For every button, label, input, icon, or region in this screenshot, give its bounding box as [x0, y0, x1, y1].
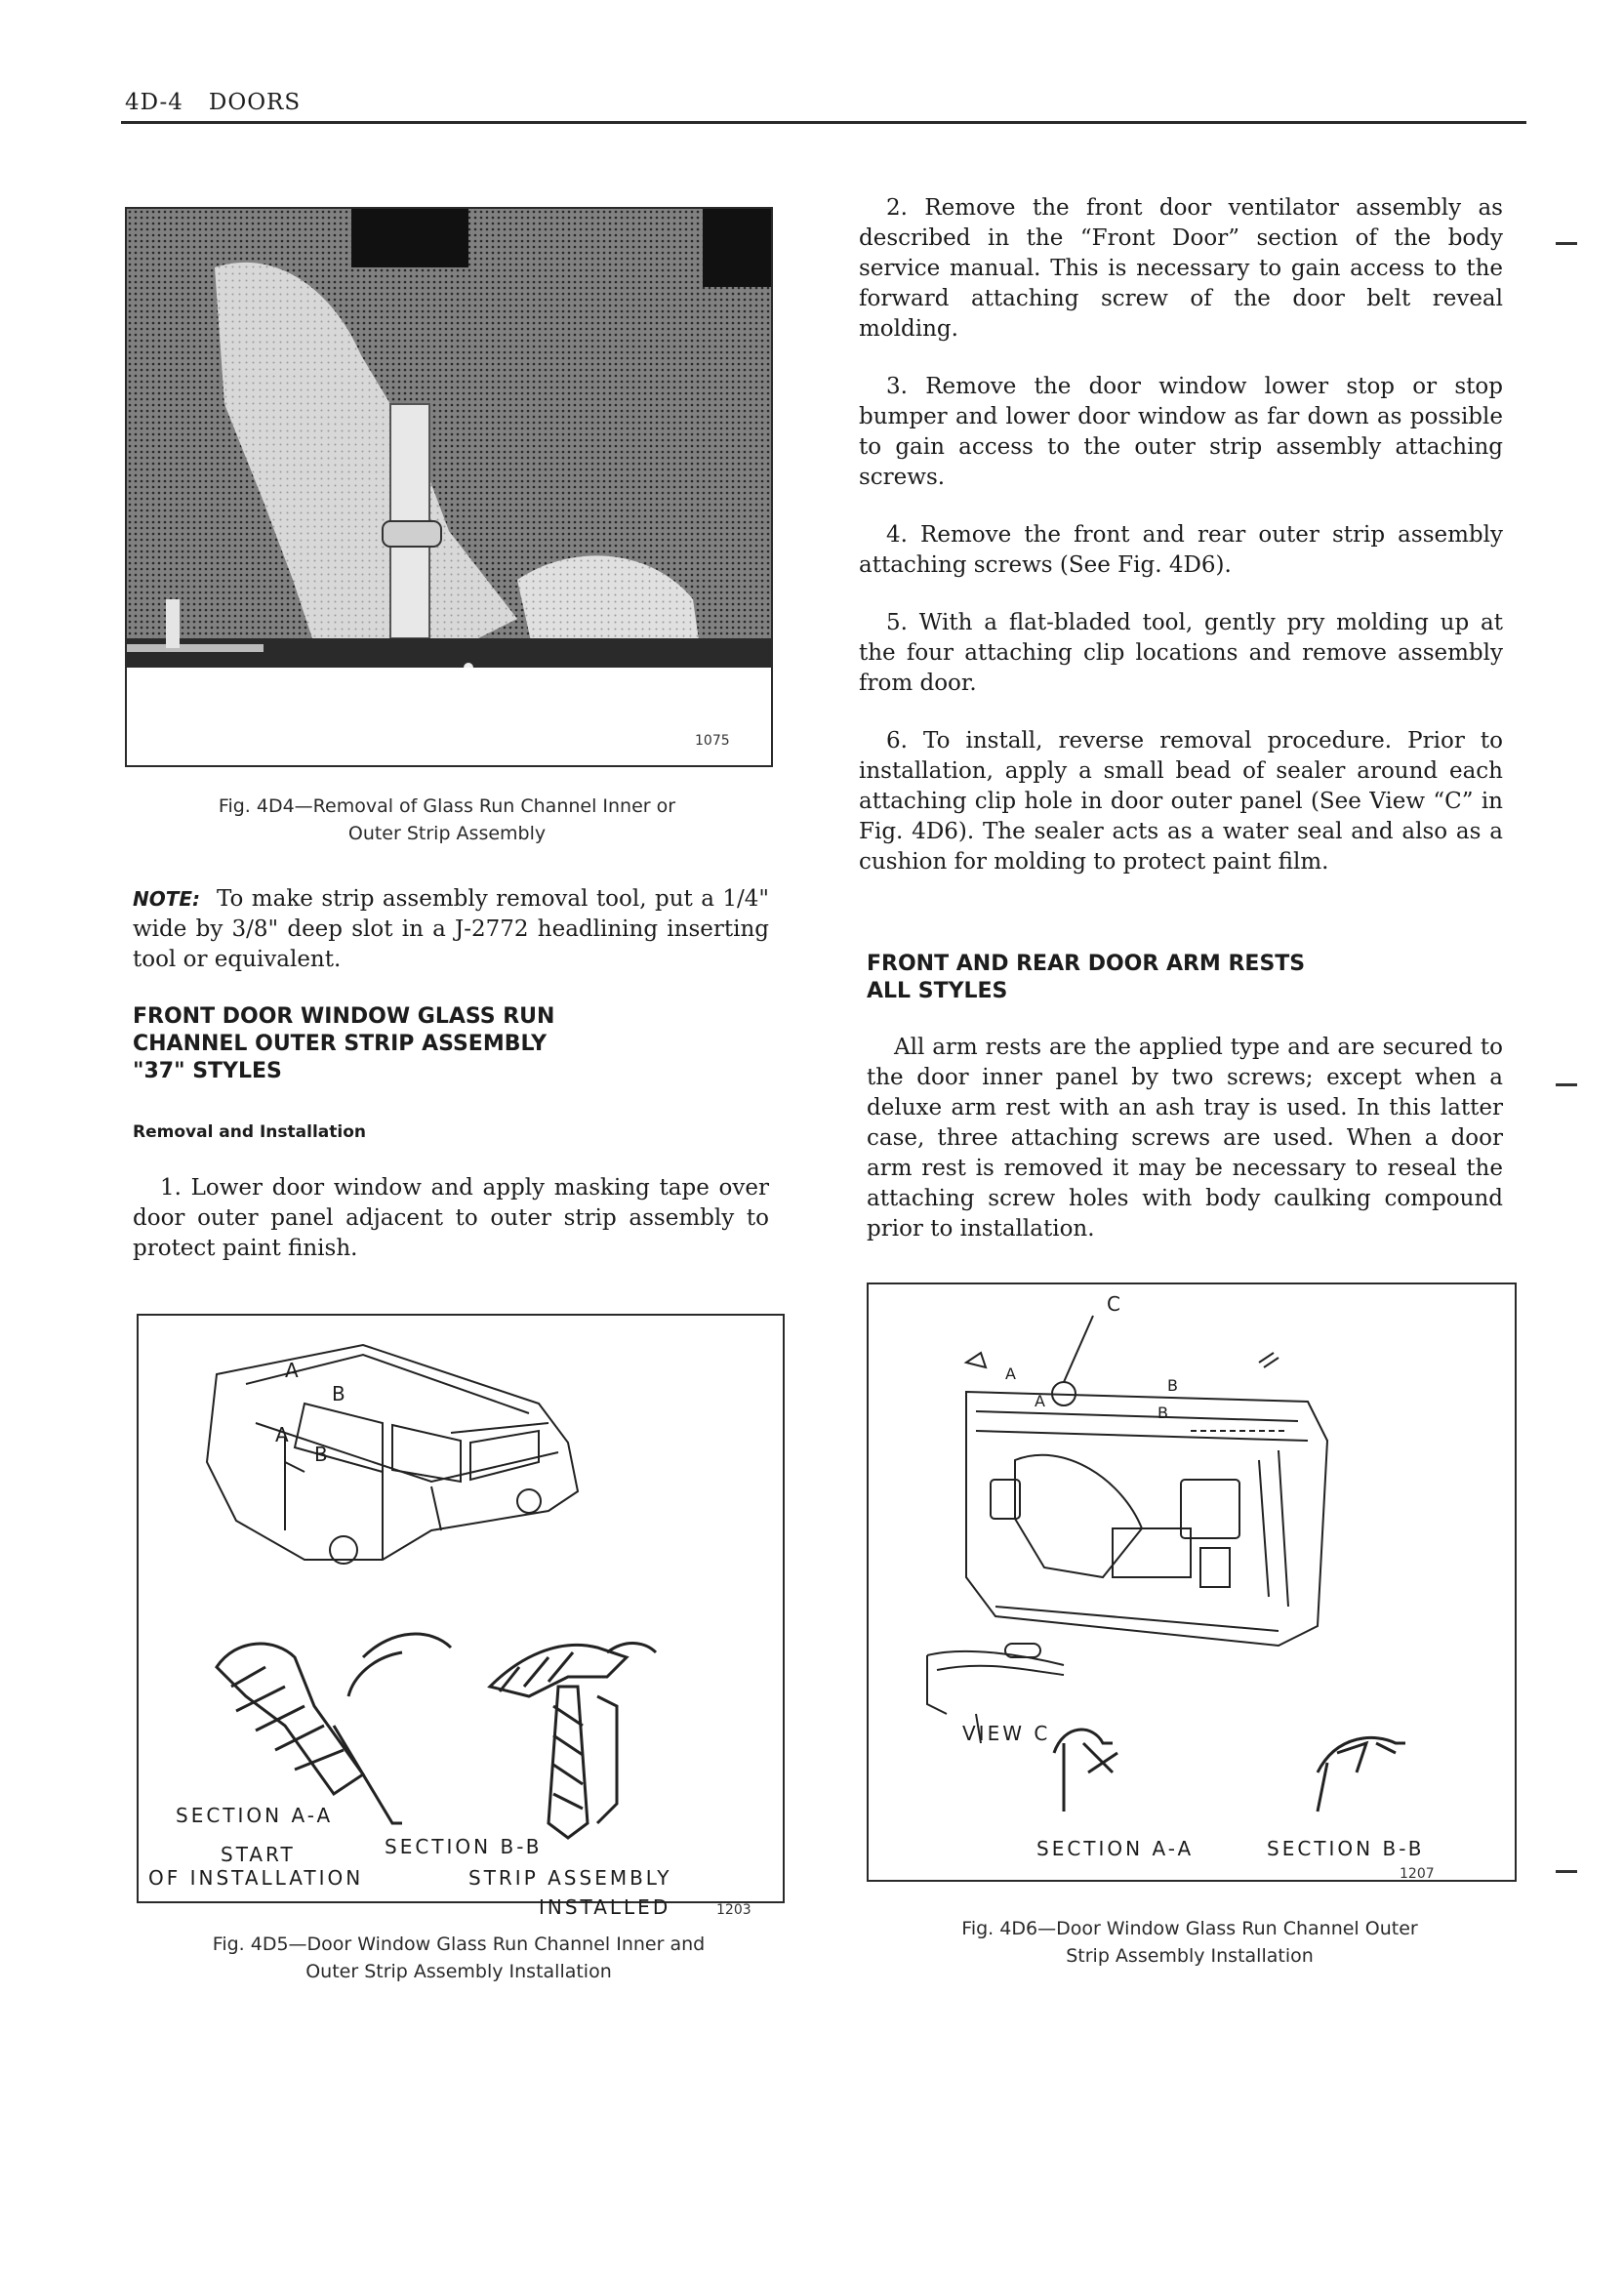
- section1-heading-line2: CHANNEL OUTER STRIP ASSEMBLY: [133, 1032, 548, 1056]
- fig-4d6-label-c: C: [1107, 1292, 1123, 1316]
- page-number: 4D-4: [125, 90, 183, 115]
- fig-4d5-number: 1203: [716, 1902, 751, 1918]
- fig-4d4-caption: [125, 793, 769, 847]
- fig-4d5-caption: [137, 1931, 781, 1985]
- fig-4d6-label-a2: A: [1035, 1392, 1048, 1410]
- arm-rests-paragraph: [867, 1033, 1503, 1244]
- header-rule: [121, 121, 1526, 124]
- fig-4d5-label-b-bottom: B: [314, 1443, 331, 1466]
- fig-4d5-label-a-bottom: A: [275, 1423, 292, 1446]
- fig-4d4-photo: [125, 207, 773, 767]
- step-4: 4. Remove the front and rear outer strip assembly attaching screws (See Fig. 4D6).: [859, 522, 1503, 578]
- fig-4d6-label-b1: B: [1167, 1376, 1181, 1395]
- step-6: 6. To install, reverse removal procedure. Prior to installation, apply a small bead of sealer around each attaching clip hole in door outer panel (See View “C” in Fig. 4D6). The sealer acts as a water seal and also as a cushion for molding to protect paint film.: [859, 728, 1503, 875]
- note-label: NOTE:: [133, 887, 201, 911]
- fig-4d5-label-a-top: A: [285, 1359, 302, 1382]
- fig-4d6-label-b2: B: [1157, 1404, 1171, 1422]
- removal-installation-subheading: Removal and Installation: [133, 1122, 366, 1142]
- fig-4d4-number: 1075: [695, 733, 730, 749]
- section-heading-arm-rests: [867, 951, 1511, 1005]
- fig-4d4-caption-line2: Outer Strip Assembly: [347, 823, 547, 844]
- margin-revision-mark: [1556, 1870, 1577, 1873]
- step-1-text: 1. Lower door window and apply masking tape over door outer panel adjacent to outer strip assembly to protect paint finish.: [133, 1175, 769, 1261]
- page-header: [125, 90, 326, 115]
- step-3: 3. Remove the door window lower stop or stop bumper and lower door window as far down as possible to gain access to the outer strip assembly attaching screws.: [859, 374, 1503, 490]
- fig-4d6-caption-line1: Fig. 4D6—Door Window Glass Run Channel Outer: [961, 1918, 1418, 1939]
- fig-4d6-label-a1: A: [1005, 1364, 1019, 1383]
- fig-4d5-installed: INSTALLED: [539, 1895, 671, 1919]
- fig-4d5-strip-assembly: STRIP ASSEMBLY: [468, 1866, 672, 1890]
- fig-4d5-caption-line2: Outer Strip Assembly Installation: [305, 1961, 612, 1982]
- note-paragraph: [133, 884, 769, 975]
- fig-4d6-section-bb: SECTION B-B: [1267, 1837, 1425, 1860]
- note-text: To make strip assembly removal tool, put a 1/4" wide by 3/8" deep slot in a J-2772 headlining inserting tool or equivalent.: [133, 886, 769, 972]
- fig-4d5-diagram: [137, 1314, 785, 1919]
- fig-4d5-start: START: [221, 1843, 296, 1866]
- fig-4d5-section-aa: SECTION A-A: [176, 1804, 334, 1827]
- fig-4d6-caption-line2: Strip Assembly Installation: [1066, 1945, 1314, 1967]
- fig-4d6-view-c: VIEW C: [962, 1722, 1051, 1745]
- fig-4d4-illustration: [127, 209, 771, 765]
- section2-heading-line2: ALL STYLES: [867, 979, 1008, 1003]
- section-heading-front-door-outer-strip: [133, 1003, 769, 1085]
- section-title: DOORS: [208, 90, 302, 115]
- fig-4d5-of-installation: OF INSTALLATION: [148, 1866, 364, 1890]
- section1-heading-line1: FRONT DOOR WINDOW GLASS RUN: [133, 1004, 555, 1029]
- section2-heading-line1: FRONT AND REAR DOOR ARM RESTS: [867, 952, 1306, 976]
- fig-4d6-section-aa: SECTION A-A: [1036, 1837, 1195, 1860]
- margin-revision-mark: [1556, 242, 1577, 245]
- fig-4d5-section-bb: SECTION B-B: [385, 1835, 543, 1858]
- fig-4d6-number: 1207: [1400, 1866, 1435, 1882]
- fig-4d4-caption-line1: Fig. 4D4—Removal of Glass Run Channel Inner or: [218, 795, 676, 817]
- fig-4d6-diagram: [867, 1282, 1517, 1882]
- step-2: 2. Remove the front door ventilator assembly as described in the “Front Door” section of the body service manual. This is necessary to gain access to the forward attaching screw of the door belt reveal molding.: [859, 195, 1503, 342]
- fig-4d5-label-b-top: B: [332, 1382, 348, 1405]
- margin-revision-mark: [1556, 1083, 1577, 1086]
- fig-4d5-caption-line1: Fig. 4D5—Door Window Glass Run Channel Inner and: [212, 1934, 706, 1955]
- step-1: [133, 1173, 769, 1264]
- fig-4d6-illustration: [869, 1284, 1515, 1880]
- arm-rests-text: All arm rests are the applied type and are secured to the door inner panel by two screws; except when a deluxe arm rest with an ash tray is used. In this latter case, three attaching screws are used. When a door arm rest is removed it may be necessary to reseal the attaching screw holes with body caulking compound prior to installation.: [867, 1035, 1503, 1242]
- fig-4d6-caption: [867, 1915, 1513, 1970]
- section1-heading-line3: "37" STYLES: [133, 1059, 282, 1083]
- right-column-steps: [859, 193, 1503, 877]
- step-5: 5. With a flat-bladed tool, gently pry molding up at the four attaching clip locations and remove assembly from door.: [859, 610, 1503, 696]
